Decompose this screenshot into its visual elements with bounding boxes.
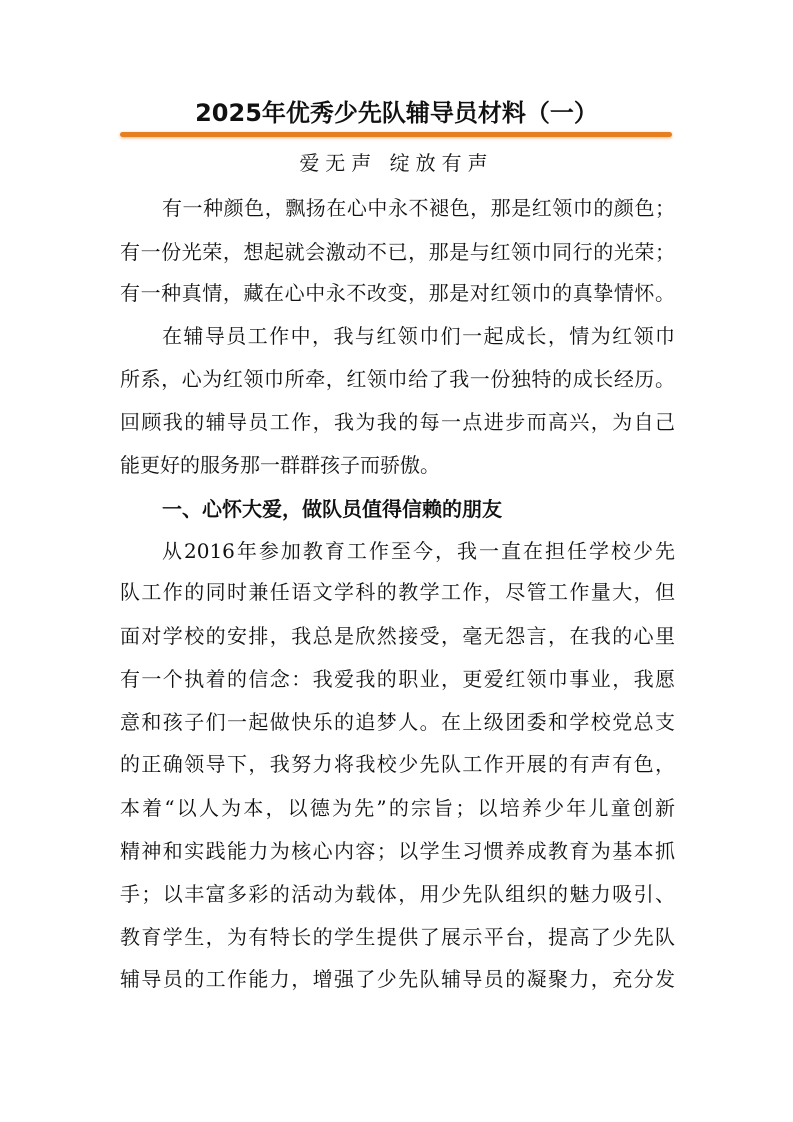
- paragraph-line: 教育学生，为有特长的学生提供了展示平台，提高了少先队: [120, 925, 675, 949]
- section-heading: 一、心怀大爱，做队员值得信赖的朋友: [162, 497, 502, 521]
- paragraph-line: 所系，心为红领巾所牵，红领巾给了我一份独特的成长经历。: [120, 367, 675, 391]
- paragraph-line: 有一种颜色，飘扬在心中永不褪色，那是红领巾的颜色；: [162, 196, 675, 220]
- paragraph-line: 面对学校的安排，我总是欣然接受，毫无怨言，在我的心里: [120, 624, 675, 648]
- paragraph-line: 手；以丰富多彩的活动为载体，用少先队组织的魅力吸引、: [120, 882, 675, 906]
- paragraph-line: 从2016年参加教育工作至今，我一直在担任学校少先: [162, 539, 675, 563]
- paragraph-line: 能更好的服务那一群群孩子而骄傲。: [120, 453, 440, 477]
- paragraph-line: 辅导员的工作能力，增强了少先队辅导员的凝聚力，充分发: [120, 967, 675, 991]
- paragraph-line: 的正确领导下，我努力将我校少先队工作开展的有声有色，: [120, 752, 675, 776]
- paragraph-line: 意和孩子们一起做快乐的追梦人。在上级团委和学校党总支: [120, 710, 675, 734]
- paragraph-line: 回顾我的辅导员工作，我为我的每一点进步而高兴，为自己: [120, 410, 675, 434]
- paragraph-line: 在辅导员工作中，我与红领巾们一起成长，情为红领巾: [162, 324, 675, 348]
- paragraph-line: 队工作的同时兼任语文学科的教学工作，尽管工作量大，但: [120, 580, 675, 604]
- paragraph-line: 精神和实践能力为核心内容；以学生习惯养成教育为基本抓: [120, 839, 675, 863]
- paragraph-line: 有一种真情，藏在心中永不改变，那是对红领巾的真挚情怀。: [120, 281, 675, 305]
- title-underline: [120, 132, 672, 137]
- paragraph-line: 有一个执着的信念：我爱我的职业，更爱红领巾事业，我愿: [120, 667, 675, 691]
- paragraph-line: 有一份光荣，想起就会激动不已，那是与红领巾同行的光荣；: [120, 240, 675, 264]
- document-title: 2025年优秀少先队辅导员材料（一）: [195, 99, 598, 127]
- document-subtitle: 爱无声 绽放有声: [299, 151, 494, 175]
- paragraph-line: 本着“以人为本，以德为先”的宗旨；以培养少年儿童创新: [120, 796, 675, 820]
